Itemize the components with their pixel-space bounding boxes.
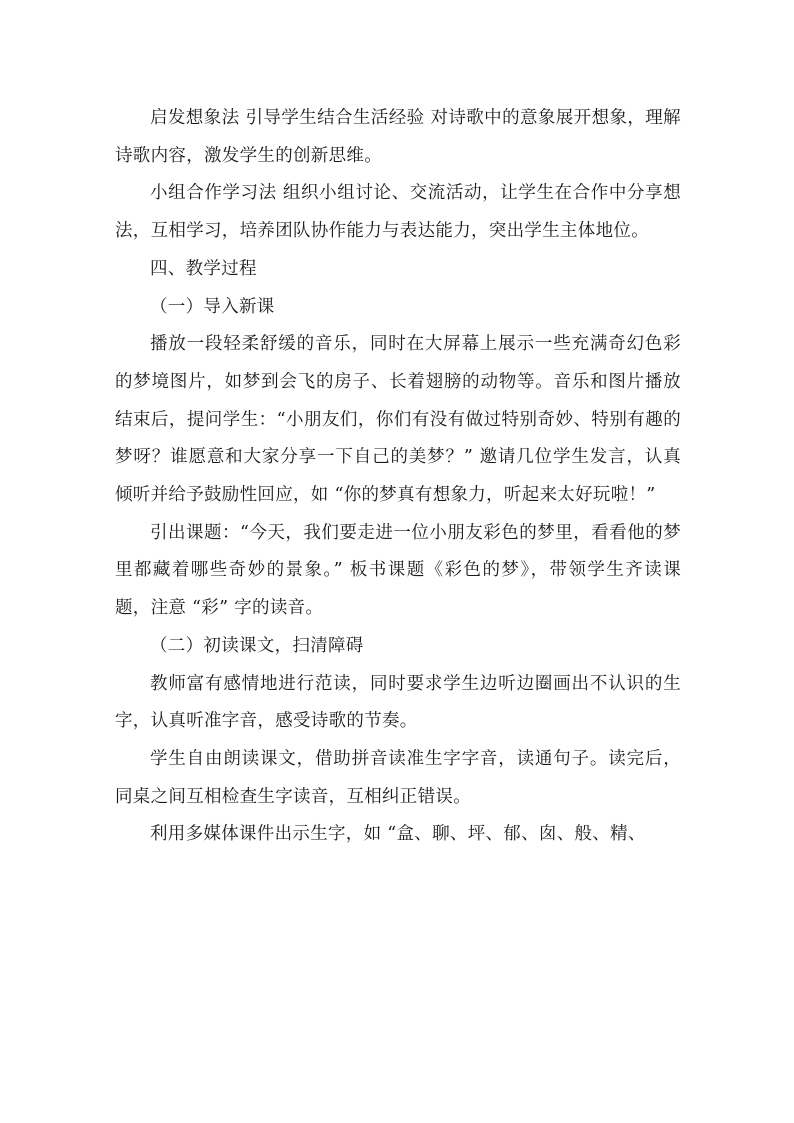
paragraph-topic-intro: 引出课题：“今天，我们要走进一位小朋友彩色的梦里，看看他的梦里都藏着哪些奇妙的景象。” 板书课题《彩色的梦》，带领学生齐读课题，注意 “彩” 字的读音。 [115,522,681,619]
paragraph-teacher-reading: 教师富有感情地进行范读，同时要求学生边听边圈画出不认识的生字，认真听准字音，感受诗歌的节奏。 [115,673,681,732]
section-heading-teaching-process: 四、教学过程 [150,258,257,279]
paragraph-student-reading: 学生自由朗读课文，借助拼音读准生字字音，读通句子。读完后，同桌之间互相检查生字读音，互相纠正错误。 [115,748,681,807]
paragraph-music-intro: 播放一段轻柔舒缓的音乐，同时在大屏幕上展示一些充满奇幻色彩的梦境图片，如梦到会飞的房子、长着翅膀的动物等。音乐和图片播放结束后，提问学生：“小朋友们，你们有没有做过特别奇妙、特别有趣的梦呀？谁愿意和大家分享一下自己的美梦？” 邀请几位学生发言，认真倾听并给予鼓励性回应，如 “你的梦真有想象力，听起来太好玩啦！” [115,334,681,506]
paragraph-multimedia-characters: 利用多媒体课件出示生字，如 “盒、聊、坪、郁、囱、般、精、 [150,824,646,845]
subheading-introduction: （一）导入新课 [150,296,275,317]
subheading-first-reading: （二）初读课文，扫清障碍 [150,635,364,656]
paragraph-group-cooperation: 小组合作学习法 组织小组讨论、交流活动，让学生在合作中分享想法，互相学习，培养团队协作能力与表达能力，突出学生主体地位。 [115,183,681,242]
document-body [115,100,681,854]
paragraph-imagination-method: 启发想象法 引导学生结合生活经验 对诗歌中的意象展开想象，理解诗歌内容，激发学生的创新思维。 [115,108,681,166]
